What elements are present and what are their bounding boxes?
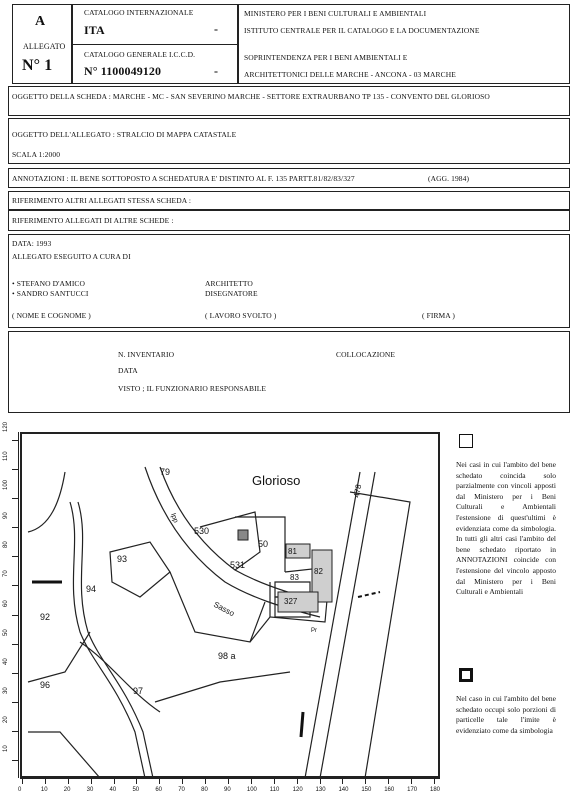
aggiornamento: (AGG. 1984) xyxy=(428,174,470,183)
parcel-83: 83 xyxy=(290,573,299,582)
left-ruler-tick xyxy=(12,702,18,703)
dash-1: - xyxy=(214,22,219,36)
catalogo-internazionale-value: ITA xyxy=(84,23,105,37)
bottom-ruler-label: 10 xyxy=(40,787,48,793)
annotazioni: ANNOTAZIONI : IL BENE SOTTOPOSTO A SCHEDATURA E' DISTINTO AL F. 135 PARTT.81/82/83/327 xyxy=(12,174,355,183)
allegato-number: N° 1 xyxy=(22,57,53,74)
bottom-ruler-label: 100 xyxy=(246,787,257,793)
bottom-ruler-label: 80 xyxy=(201,787,208,793)
parcel-93: 93 xyxy=(117,554,128,564)
bottom-ruler-label: 90 xyxy=(224,787,231,793)
bottom-ruler-tick xyxy=(297,778,298,784)
allegato-eseguito: ALLEGATO ESEGUITO A CURA DI xyxy=(12,252,131,261)
istituto-text: ISTITUTO CENTRALE PER IL CATALOGO E LA DOCUMENTAZIONE xyxy=(244,26,480,35)
visto: VISTO ; IL FUNZIONARIO RESPONSABILE xyxy=(118,384,267,393)
ruolo-2: DISEGNATORE xyxy=(205,289,258,298)
bottom-ruler-tick xyxy=(388,778,389,784)
bottom-ruler-tick xyxy=(68,778,69,784)
road-label-2: Ipp xyxy=(169,512,180,524)
legend-symbol-1 xyxy=(459,434,473,448)
bottom-ruler-tick xyxy=(251,778,252,784)
ditch-line-b xyxy=(78,502,153,778)
bottom-ruler-tick xyxy=(274,778,275,784)
riferimento-altre: RIFERIMENTO ALLEGATI DI ALTRE SCHEDE : xyxy=(12,216,174,225)
oggetto-scheda-row xyxy=(8,86,570,116)
soprintendenza-line2: ARCHITETTONICI DELLE MARCHE - ANCONA - 03 MARCHE xyxy=(244,70,456,79)
legend-text-2: Nel caso in cui l'ambito del bene schedato occupi solo porzioni di particelle tale l'imite è evidenziato come da simbologia xyxy=(456,694,556,735)
left-ruler-label: 10 xyxy=(3,745,9,752)
bottom-ruler-tick xyxy=(45,778,46,784)
dashed-mark xyxy=(358,592,380,597)
bottom-ruler-label: 0 xyxy=(18,787,22,793)
left-ruler-tick xyxy=(12,527,18,528)
bottom-ruler-tick xyxy=(434,778,435,784)
bottom-ruler-label: 180 xyxy=(430,787,441,793)
a-letter: A xyxy=(35,14,46,29)
bottom-ruler-label: 170 xyxy=(407,787,418,793)
compilazione-block xyxy=(8,234,570,328)
left-ruler-label: 30 xyxy=(3,687,9,694)
catalogo-internazionale-label: CATALOGO INTERNAZIONALE xyxy=(84,8,194,17)
left-ruler-tick xyxy=(12,615,18,616)
bottom-ruler-label: 160 xyxy=(384,787,395,793)
soprintendenza-line1: SOPRINTENDENZA PER I BENI AMBIENTALI E xyxy=(244,53,408,62)
main-road-a xyxy=(305,472,360,778)
parcel-327: 327 xyxy=(284,597,298,606)
bottom-ruler-tick xyxy=(320,778,321,784)
data-2: DATA xyxy=(118,366,138,375)
bottom-ruler-label: 50 xyxy=(132,787,140,793)
bottom-ruler-label: 40 xyxy=(109,787,117,793)
oggetto-scheda: OGGETTO DELLA SCHEDA : MARCHE - MC - SAN SEVERINO MARCHE - SETTORE EXTRAURBANO TP 135 - CONVENTO DEL GLORIOSO xyxy=(12,92,490,101)
bottom-ruler-label: 120 xyxy=(292,787,303,793)
parcel-pr: Pr xyxy=(311,628,317,634)
ministero-text: MINISTERO PER I BENI CULTURALI E AMBIENTALI xyxy=(244,9,427,18)
left-ruler-label: 110 xyxy=(3,451,9,462)
parcel-50: 50 xyxy=(258,539,269,549)
bottom-ruler-label: 20 xyxy=(63,787,71,793)
parcel-92: 92 xyxy=(40,612,51,622)
left-ruler-label: 90 xyxy=(3,512,9,520)
bottom-ruler-tick xyxy=(342,778,343,784)
legend-symbol-2 xyxy=(459,668,473,682)
parcel-530: 530 xyxy=(194,526,210,536)
ditch-line-a xyxy=(70,502,145,778)
left-ruler-tick xyxy=(12,498,18,499)
collocazione: COLLOCAZIONE xyxy=(336,350,396,359)
bottom-ruler-tick xyxy=(411,778,412,784)
lavoro-svolto-label: ( LAVORO SVOLTO ) xyxy=(205,311,277,320)
ruolo-1: ARCHITETTO xyxy=(205,279,253,288)
nome-cognome-label: ( NOME E COGNOME ) xyxy=(12,311,91,320)
parcel-98a: 98 a xyxy=(218,651,236,661)
parcel-81: 81 xyxy=(288,547,297,556)
road-name: Sasso xyxy=(212,599,236,619)
place-name: Glorioso xyxy=(252,473,301,488)
parcel-478: 478 xyxy=(352,483,364,499)
parcel-97: 97 xyxy=(133,686,144,696)
small-building xyxy=(238,530,248,540)
bottom-ruler-label: 150 xyxy=(361,787,372,793)
left-ruler-tick xyxy=(12,644,18,645)
bottom-ruler-label: 130 xyxy=(315,787,326,793)
persona-1: • STEFANO D'AMICO xyxy=(12,279,86,288)
allegato-label: ALLEGATO xyxy=(23,42,66,51)
left-ruler-label: 100 xyxy=(3,480,9,491)
bottom-ruler-tick xyxy=(22,778,23,784)
bottom-ruler-tick xyxy=(91,778,92,784)
left-ruler-label: 80 xyxy=(3,541,9,549)
bottom-ruler-label: 70 xyxy=(178,787,185,793)
left-ruler-label: 70 xyxy=(3,570,9,578)
left-ruler-tick xyxy=(12,469,18,470)
bottom-ruler-tick xyxy=(365,778,366,784)
scala: SCALA 1:2000 xyxy=(12,150,61,159)
cadastral-map xyxy=(20,432,440,778)
left-ruler-tick xyxy=(12,731,18,732)
persona-2: • SANDRO SANTUCCI xyxy=(12,289,89,298)
catalogo-generale-label: CATALOGO GENERALE I.C.C.D. xyxy=(84,50,196,59)
parcel-79: 79 xyxy=(160,467,171,477)
left-ruler-label: 20 xyxy=(3,716,9,723)
bottom-ruler-tick xyxy=(159,778,160,784)
left-ruler-tick xyxy=(12,556,18,557)
catalogo-generale-value: N° 1100049120 xyxy=(84,64,162,78)
oggetto-allegato-row xyxy=(8,118,570,164)
bottom-ruler-tick xyxy=(228,778,229,784)
firma-label: ( FIRMA ) xyxy=(422,311,455,320)
inventario-block xyxy=(8,331,570,413)
data: DATA: 1993 xyxy=(12,239,52,248)
left-ruler-label: 120 xyxy=(3,421,9,432)
oggetto-allegato: OGGETTO DELL'ALLEGATO : STRALCIO DI MAPPA CATASTALE xyxy=(12,130,237,139)
left-ruler-tick xyxy=(12,760,18,761)
legend-text-1: Nei casi in cui l'ambito del bene schedato coincida solo parzialmente con vincoli apposti dal Ministero per i Beni Culturali e Ambientali l'estensione di quest'ultimi è evidenziata come da simbologia. In tutti gli altri casi l'ambito del bene schedato riportato in ANNOTAZIONI coincide con l'estensione del vincolo apposto dal Ministero per i Beni Culturali e Ambientali xyxy=(456,460,556,597)
bottom-ruler-label: 60 xyxy=(155,787,163,793)
left-ruler-tick xyxy=(12,585,18,586)
bottom-ruler-label: 140 xyxy=(338,787,349,793)
bottom-ruler-label: 110 xyxy=(269,787,280,793)
main-road-b xyxy=(320,472,375,778)
road-mark xyxy=(301,712,303,737)
left-ruler-label: 60 xyxy=(3,599,9,607)
left-ruler-label: 50 xyxy=(3,628,9,636)
parcel-94: 94 xyxy=(86,584,97,594)
left-ruler-label: 40 xyxy=(3,658,9,665)
header-catalog-divider xyxy=(72,44,238,45)
bottom-ruler-tick xyxy=(136,778,137,784)
riferimento-stessa: RIFERIMENTO ALTRI ALLEGATI STESSA SCHEDA : xyxy=(12,196,192,205)
bottom-ruler-tick xyxy=(114,778,115,784)
dash-2: - xyxy=(214,64,219,78)
inventario: N. INVENTARIO xyxy=(118,350,175,359)
parcel-96: 96 xyxy=(40,680,51,690)
parcel-531: 531 xyxy=(230,560,246,570)
bottom-ruler-tick xyxy=(205,778,206,784)
left-ruler-tick xyxy=(12,673,18,674)
bottom-ruler-tick xyxy=(182,778,183,784)
parcel-82: 82 xyxy=(314,567,323,576)
left-ruler-tick xyxy=(12,440,18,441)
bottom-ruler-label: 30 xyxy=(86,787,94,793)
